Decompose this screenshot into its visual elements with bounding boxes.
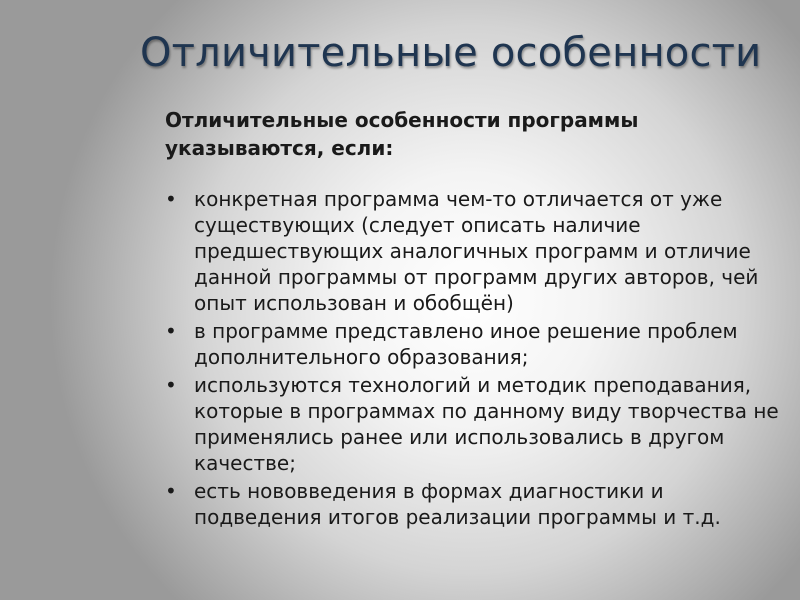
bullet-item-2 (165, 318, 785, 370)
bullet-text: используются технологий и методик преподавания, которые в программах по данному виду творчества не применялись ранее или использовались в другом качестве; (194, 373, 779, 475)
bullet-text: в программе представлено иное решение проблем дополнительного образования; (194, 319, 738, 369)
bullet-text: конкретная программа чем-то отличается от уже существующих (следует описать наличие предшествующих аналогичных программ и отличие данной программы от программ других авторов, чей опыт использован и обобщён) (194, 187, 759, 315)
bullet-list (165, 186, 785, 530)
bullet-dot-icon: • (165, 373, 177, 397)
bullet-dot-icon: • (165, 187, 177, 211)
lead-paragraph: Отличительные особенности программы указываются, если: (165, 108, 639, 160)
bullet-item-3 (165, 372, 785, 476)
slide-content (165, 106, 785, 532)
bullet-dot-icon: • (165, 319, 177, 343)
slide-title: Отличительные особенности (140, 30, 762, 76)
bullet-text: есть нововведения в формах диагностики и подведения итогов реализации программы и т.д. (194, 479, 721, 529)
bullet-item-1 (165, 186, 785, 316)
bullet-dot-icon: • (165, 479, 177, 503)
bullet-item-4 (165, 478, 785, 530)
